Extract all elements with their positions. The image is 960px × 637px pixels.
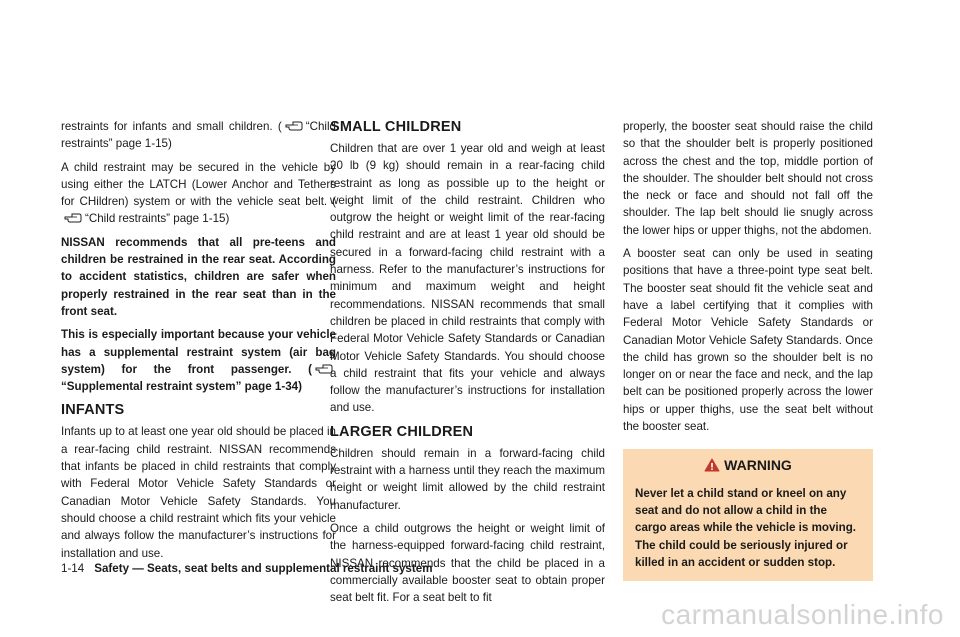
warning-text: Never let a child stand or kneel on any seat and do not allow a child in the cargo areas while the vehicle is moving. The child could be seriously injured or killed in an accident or sudden stop. xyxy=(635,486,857,569)
warning-title: WARNING xyxy=(724,457,792,474)
paragraph: Children that are over 1 year old and weigh at least 20 lb (9 kg) should remain in a rear-facing child restraint as long as possible up to the height or weight limit of the child restraint. Children who outgrow the height or weight limit of the rear-facing child restraint and are at least 1 year old should be secured in a forward-facing child restraint with a harness. Refer to the manufacturer’s instructions for minimum and maximum weight and height recommendations. NISSAN recommends that small children be placed in child restraints that comply with Federal Motor Vehicle Safety Standards or Canadian Motor Vehicle Safety Standards. You should choose a child restraint that fits your vehicle and always follow the manufacturer’s instructions for installation and use. xyxy=(330,142,605,415)
heading-infants: INFANTS xyxy=(61,402,125,419)
paragraph: restraints for infants and small children. ( “Child restraints” page 1-15) xyxy=(61,120,336,151)
column-middle xyxy=(330,118,605,612)
column-right xyxy=(623,118,873,581)
page-footer xyxy=(61,562,433,575)
watermark: carmanualsonline.info xyxy=(661,599,944,630)
section-title: Safety — Seats, seat belts and supplemental restraint system xyxy=(94,562,433,575)
heading-larger-children: LARGER CHILDREN xyxy=(330,423,474,440)
page-number: 1-14 xyxy=(61,562,85,575)
paragraph: Infants up to at least one year old should be placed in a rear-facing child restraint. NISSAN recommends that infants be placed in child restraints that comply with Federal Motor Vehicle Safety Standards or Canadian Motor Vehicle Safety Standards. You should choose a child restraint which fits your vehicle and always follow the manufacturer’s instructions for installation and use. xyxy=(61,425,336,560)
paragraph: A child restraint may be secured in the vehicle by using either the LATCH (Lower Anchor and Tethers for CHildren) system or with the vehicle seat belt. (“Child restraints” page 1-15) xyxy=(61,160,336,226)
paragraph: Once a child outgrows the height or weight limit of the harness-equipped forward-facing child restraint, NISSAN recommends that the child be placed in a commercially available booster seat to obtain proper seat belt fit. For a seat belt to fit xyxy=(330,521,605,605)
paragraph: A booster seat can only be used in seating positions that have a three-point type seat belt. The booster seat should fit the vehicle seat and have a label certifying that it complies with Federal Motor Vehicle Safety Standards or Canadian Motor Vehicle Safety Standards. Once the child has grown so the shoulder belt is no longer on or near the face and neck, and the lap belt can be positioned properly across the lower hips or upper thighs, use the seat belt without the booster seat. xyxy=(623,247,873,434)
pointing-hand-icon xyxy=(64,212,82,223)
paragraph-bold: This is especially important because your vehicle has a supplemental restraint system (air bag system) for the front passenger. (“Supplemental restraint system” page 1-34) xyxy=(61,328,336,394)
warning-header xyxy=(635,457,861,474)
warning-triangle-icon xyxy=(704,458,720,472)
heading-small-children: SMALL CHILDREN xyxy=(330,119,462,135)
warning-box xyxy=(623,449,873,581)
paragraph-bold: NISSAN recommends that all pre-teens and children be restrained in the rear seat. According to accident statistics, children are safer when properly restrained in the rear seat than in the front seat. xyxy=(61,235,336,318)
paragraph: Children should remain in a forward-facing child restraint with a harness until they reach the maximum height or weight limit allowed by the child restraint manufacturer. xyxy=(330,446,605,512)
pointing-hand-icon xyxy=(285,120,303,131)
paragraph: properly, the booster seat should raise the child so that the shoulder belt is properly positioned across the chest and the top, middle portion of the shoulder. The shoulder belt should not cross the neck or face and should not fall off the shoulder. The lap belt should lie snugly across the lower hips or upper thighs, not the abdomen. xyxy=(623,120,873,237)
column-left xyxy=(61,118,336,568)
